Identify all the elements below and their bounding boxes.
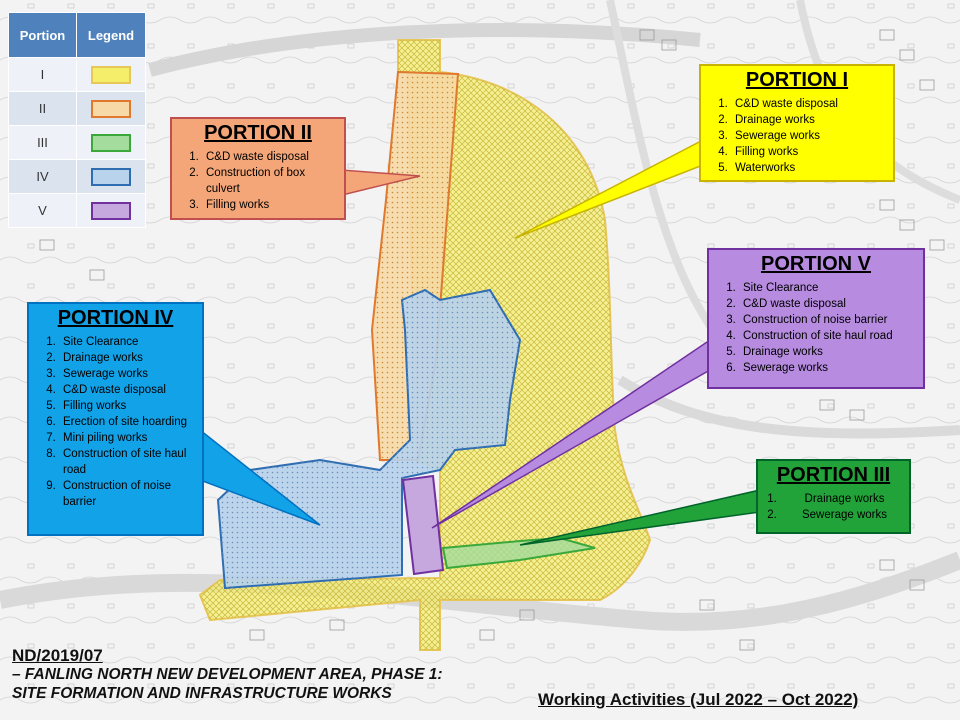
portion-iii-list: [758, 491, 909, 523]
list-item: 3. Sewerage works: [731, 128, 889, 144]
list-item: 5. Waterworks: [731, 160, 889, 176]
list-item: 3. Sewerage works: [59, 366, 198, 382]
contract-title: [12, 646, 443, 703]
portion-v-title: PORTION V: [760, 253, 871, 275]
list-item: 6. Erection of site hoarding: [59, 414, 198, 430]
portion-iv-list: [29, 334, 202, 510]
contract-line-1: – FANLING NORTH NEW DEVELOPMENT AREA, PHASE 1:: [12, 666, 443, 683]
legend-row: [9, 126, 146, 160]
legend-row: [9, 194, 146, 228]
legend-swatch-iv: [91, 168, 131, 186]
legend-swatch-ii: [91, 100, 131, 118]
portion-iii-callout: [756, 459, 911, 534]
legend-swatch-v: [91, 202, 131, 220]
list-item: 1. C&D waste disposal: [731, 96, 889, 112]
legend-portion-label: I: [9, 58, 77, 92]
list-item: 1. C&D waste disposal: [202, 149, 340, 165]
list-item: 9. Construction of noise barrier: [59, 478, 198, 510]
list-item: 4. Construction of site haul road: [739, 328, 919, 344]
portion-ii-title: PORTION II: [204, 122, 312, 144]
list-item: 1. Drainage works: [780, 491, 905, 507]
list-item: 2. Drainage works: [731, 112, 889, 128]
list-item: 7. Mini piling works: [59, 430, 198, 446]
portion-i-callout: [699, 64, 895, 182]
portion-i-title: PORTION I: [745, 69, 849, 91]
portion-iv-callout: [27, 302, 204, 536]
contract-line-2: SITE FORMATION AND INFRASTRUCTURE WORKS: [12, 685, 392, 702]
legend-portion-label: IV: [9, 160, 77, 194]
legend-portion-label: V: [9, 194, 77, 228]
contract-number: ND/2019/07: [12, 646, 103, 665]
legend-row: [9, 58, 146, 92]
list-item: 2. C&D waste disposal: [739, 296, 919, 312]
list-item: 5. Filling works: [59, 398, 198, 414]
legend-row: [9, 160, 146, 194]
list-item: 4. Filling works: [731, 144, 889, 160]
list-item: 3. Construction of noise barrier: [739, 312, 919, 328]
portion-i-list: [701, 96, 893, 176]
legend-swatch-i: [91, 66, 131, 84]
list-item: 2. Drainage works: [59, 350, 198, 366]
list-item: 5. Drainage works: [739, 344, 919, 360]
legend-row: [9, 92, 146, 126]
portion-iii-title: PORTION III: [776, 464, 891, 486]
portion-ii-callout: [170, 117, 346, 220]
portion-v-list: [709, 280, 923, 376]
legend-table: [8, 12, 146, 228]
legend-portion-label: III: [9, 126, 77, 160]
list-item: 2. Construction of box culvert: [202, 165, 340, 197]
portion-v-callout: [707, 248, 925, 389]
list-item: 4. C&D waste disposal: [59, 382, 198, 398]
list-item: 1. Site Clearance: [59, 334, 198, 350]
legend-portion-label: II: [9, 92, 77, 126]
list-item: 2. Sewerage works: [780, 507, 905, 523]
list-item: 1. Site Clearance: [739, 280, 919, 296]
legend-swatch-iii: [91, 134, 131, 152]
legend-header-portion: Portion: [9, 13, 77, 58]
list-item: 8. Construction of site haul road: [59, 446, 198, 478]
legend-header-legend: Legend: [76, 13, 145, 58]
working-period: Working Activities (Jul 2022 – Oct 2022): [538, 690, 859, 709]
portion-iv-title: PORTION IV: [57, 307, 174, 329]
list-item: 6. Sewerage works: [739, 360, 919, 376]
list-item: 3. Filling works: [202, 197, 340, 213]
portion-ii-list: [172, 149, 344, 213]
